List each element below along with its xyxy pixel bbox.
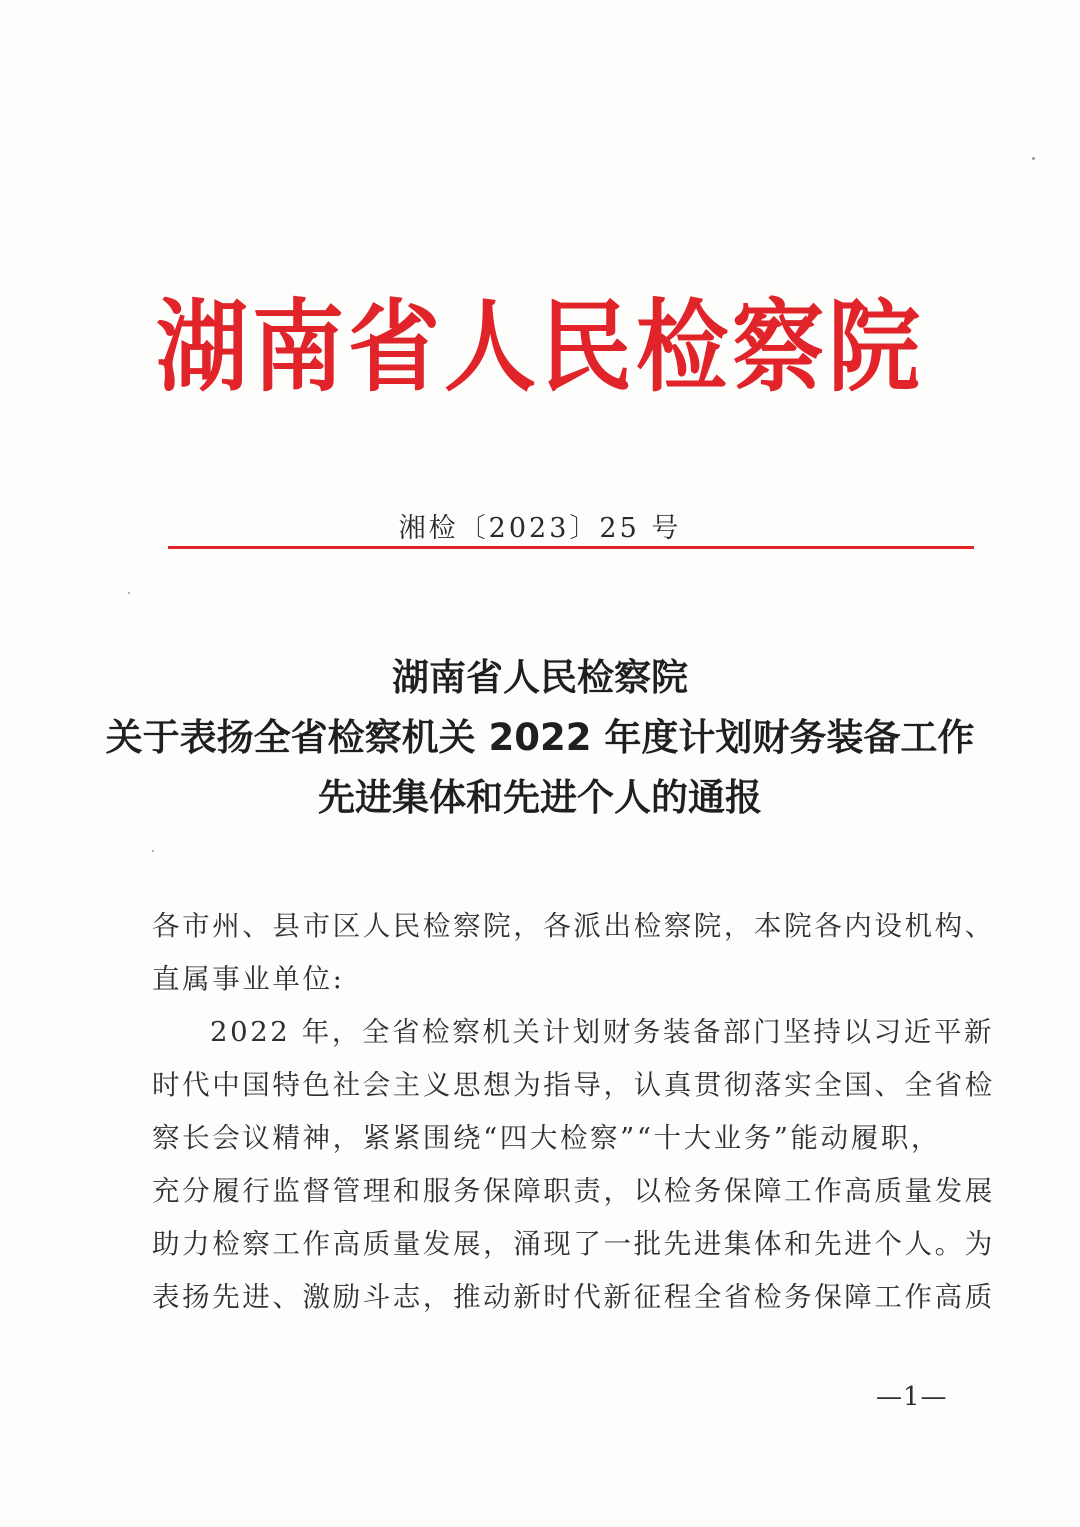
issuer-masthead: 湖南省人民检察院 [155,289,924,406]
body-line: 察长会议精神，紧紧围绕“四大检察”“十大业务”能动履职， [152,1122,942,1154]
addressee-line-2: 直属事业单位: [152,963,345,995]
scan-speck [128,592,130,594]
addressee-line-1: 各市州、县市区人民检察院，各派出检察院，本院各内设机构、 [152,910,995,942]
document-body [152,900,995,1324]
scan-speck [152,850,154,852]
body-line: 时代中国特色社会主义思想为指导，认真贯彻落实全国、全省检 [152,1069,995,1101]
body-line: 2022 年，全省检察机关计划财务装备部门坚持以习近平新 [210,1016,995,1048]
title-line-1: 湖南省人民检察院 [392,656,688,699]
body-line: 表扬先进、激励斗志，推动新时代新征程全省检务保障工作高质 [152,1281,995,1313]
page-number: —1— [876,1382,948,1412]
red-divider-line [168,546,974,549]
title-line-3: 先进集体和先进个人的通报 [318,776,762,819]
document-title [0,648,1080,828]
title-line-2: 关于表扬全省检察机关 2022 年度计划财务装备工作 [105,716,975,759]
body-line: 助力检察工作高质量发展，涌现了一批先进集体和先进个人。为 [152,1228,995,1260]
body-line: 充分履行监督管理和服务保障职责，以检务保障工作高质量发展 [152,1175,995,1207]
scan-speck [1032,157,1035,160]
document-number: 湘检〔2023〕25 号 [398,513,682,544]
